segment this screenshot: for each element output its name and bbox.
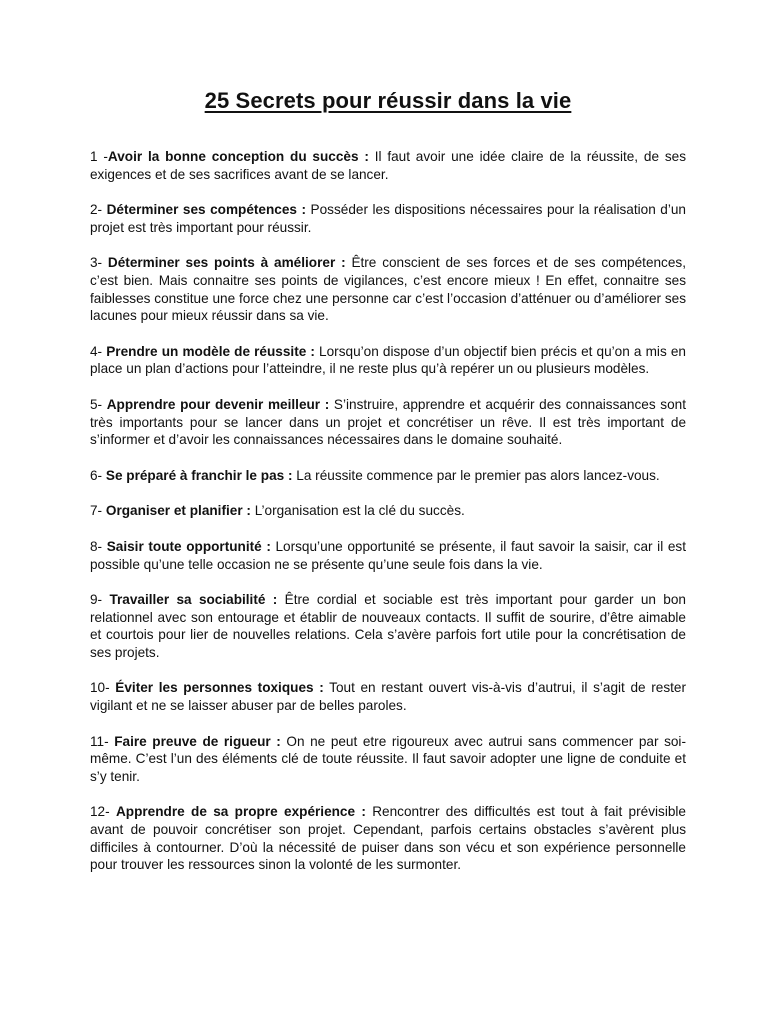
item-text: On ne peut etre rigoureux avec autrui sans commencer par soi-même. C’est l’un des éléments clé de toute réussite. Il faut savoir adopter une ligne de conduite et s’y tenir. (90, 733, 686, 784)
list-item-8 (90, 538, 686, 573)
list-item-5 (90, 396, 686, 449)
item-text: Posséder les dispositions nécessaires pour la réalisation d’un projet est très important pour réussir. (90, 202, 686, 235)
item-number: 3- (90, 255, 108, 271)
item-heading: Déterminer ses points à améliorer : (107, 255, 346, 271)
list-item-6 (90, 467, 686, 485)
item-text: Tout en restant ouvert vis-à-vis d’autrui, il s’agit de rester vigilant et ne se laisser abuser par de belles paroles. (90, 680, 686, 714)
item-number: 11- (90, 733, 115, 749)
list-item-3 (90, 254, 686, 324)
item-text: Lorsqu’une opportunité se présente, il faut savoir la saisir, car il est possible qu’une telle occasion ne se présente qu’une seule fois dans la vie. (90, 538, 686, 572)
item-heading: Saisir toute opportunité : (106, 538, 271, 554)
item-text: Être cordial et sociable est très important pour garder un bon relationnel avec son entourage et établir de nouveaux contacts. Il suffit de sourire, d’être aimable et courtois pour lier de nouvelles relations. Cela s’avère parfois fort utile pour la concrétisation de ses projets. (90, 592, 686, 660)
item-heading: Se préparé à franchir le pas : (105, 467, 293, 483)
list-item-11 (90, 733, 686, 786)
item-text: La réussite commence par le premier pas alors lancez-vous. (292, 467, 660, 483)
item-heading: Prendre un modèle de réussite : (106, 343, 315, 359)
list-item-7 (90, 502, 686, 520)
list-item-10 (90, 679, 686, 714)
item-number: 8- (90, 538, 107, 554)
item-number: 7- (90, 503, 106, 519)
document-page (90, 88, 686, 892)
item-number: 9- (90, 592, 110, 608)
item-heading: Déterminer ses compétences : (106, 202, 307, 218)
item-heading: Travailler sa sociabilité : (109, 592, 278, 608)
item-text: Il faut avoir une idée claire de la réussite, de ses exigences et de ses sacrifices avant de se lancer. (90, 149, 686, 182)
item-heading: Faire preuve de rigueur : (114, 733, 281, 749)
list-item-12 (90, 803, 686, 873)
item-number: 6- (90, 467, 106, 483)
item-heading: Organiser et planifier : (105, 503, 251, 519)
list-item-4 (90, 343, 686, 378)
item-number: 4- (90, 343, 107, 359)
item-number: 2- (90, 202, 107, 218)
list-item-9 (90, 591, 686, 661)
item-number: 5- (90, 396, 107, 412)
item-number: 12- (90, 804, 116, 820)
list-item-2 (90, 201, 686, 236)
item-text: Rencontrer des difficultés est tout à fait prévisible avant de pouvoir concrétiser son projet. Cependant, parfois certains obstacles s’avèrent plus difficiles à contourner. D’où la nécessité de puiser dans son vécu et son expérience personnelle pour trouver les ressources sinon la volonté de les surmonter. (90, 804, 686, 873)
item-number: 10- (90, 680, 116, 696)
item-text: L’organisation est la clé du succès. (250, 503, 465, 519)
document-title: 25 Secrets pour réussir dans la vie (204, 88, 572, 113)
item-heading: Apprendre pour devenir meilleur : (106, 396, 330, 412)
item-text: Être conscient de ses forces et de ses compétences, c’est bien. Mais connaitre ses points de vigilances, c’est encore mieux ! En effet, connaitre ses faiblesses constitue une force chez une personne car c’est l’occasion d’atténuer ou d’améliorer ses lacunes pour mieux réussir dans sa vie. (90, 255, 686, 324)
item-number: 1 - (90, 149, 108, 164)
list-item-1 (90, 148, 686, 183)
item-heading: Avoir la bonne conception du succès : (107, 149, 369, 164)
item-heading: Éviter les personnes toxiques : (115, 680, 324, 696)
item-heading: Apprendre de sa propre expérience : (115, 804, 366, 820)
item-text: S’instruire, apprendre et acquérir des connaissances sont très importants pour se lancer dans un projet et concrétiser un rêve. Il est très important de s’informer et d’avoir les connaissances nécessaires dans le domaine souhaité. (90, 396, 686, 448)
item-text: Lorsqu’on dispose d’un objectif bien précis et qu’on a mis en place un plan d’actions pour l’atteindre, il ne reste plus qu’à repérer un ou plusieurs modèles. (90, 343, 686, 377)
